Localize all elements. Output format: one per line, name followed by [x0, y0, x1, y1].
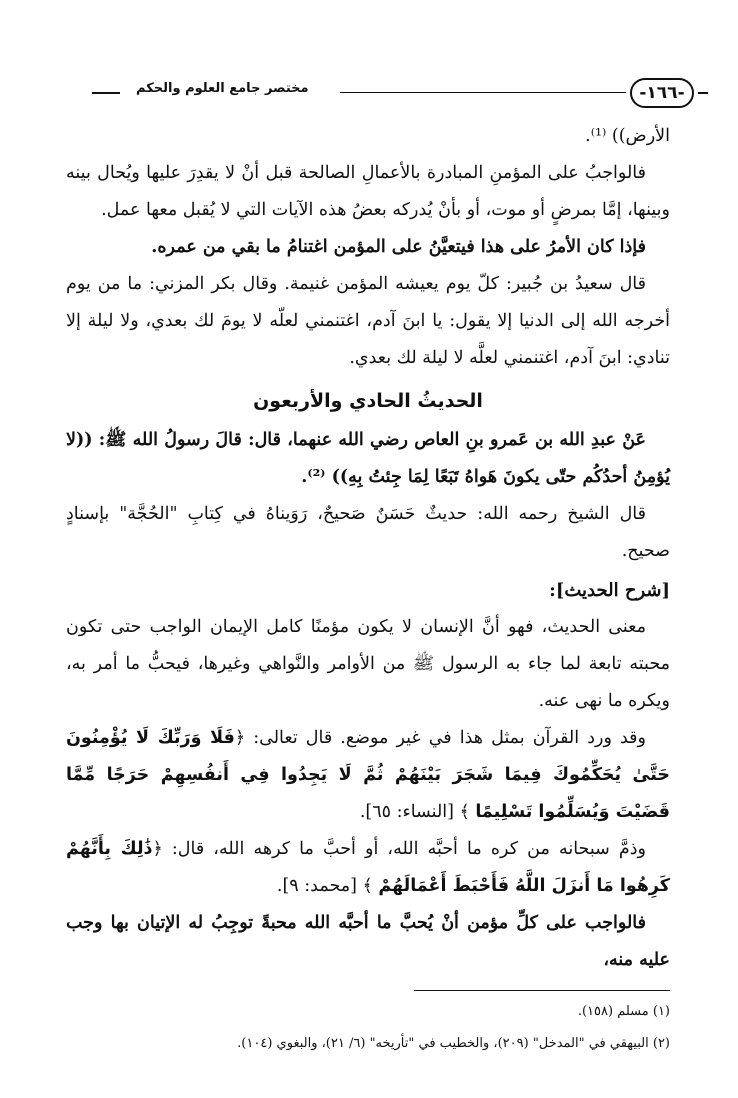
- ayah-intro: وقد ورد القرآن بمثل هذا في غير موضع. قال تعالى: ﴿: [234, 728, 646, 748]
- paragraph: معنى الحديث، فهو أنَّ الإنسان لا يكون مؤمنًا كامل الإيمان الواجب حتى تكون محبته تابعة لما جاء به الرسول ﷺ من الأوامر والنَّواهي وغيرها، فيحبُّ ما أمر به، ويكره ما نهى عنه.: [66, 617, 670, 711]
- page-number: -١٦٦-: [630, 78, 694, 108]
- header-dash-left: [92, 92, 120, 94]
- page-body: [66, 118, 670, 979]
- hadith-grading: قال الشيخ رحمه الله: حديثٌ حَسَنٌ صَحيحٌ، رَوَيناهُ في كِتابِ "الحُجَّة" بإسنادٍ صحيح.: [66, 504, 670, 561]
- paragraph: فالواجبُ على المؤمنِ المبادرة بالأعمالِ الصالحة قبل أنْ لا يقدِرَ عليها ويُحال بينه وبينها، إمَّا بمرضٍ أو موت، أو بأنْ يُدركه بعضُ هذه الآيات التي لا يُقبل معها عمل.: [66, 163, 670, 220]
- book-title: مختصر جامع العلوم والحكم: [136, 81, 309, 96]
- sharh-heading: [شرح الحديث]:: [549, 580, 670, 601]
- header-dash: [698, 92, 708, 94]
- paragraph: قال سعيدُ بن جُبير: كلّ يوم يعيشه المؤمن غنيمة. وقال بكر المزني: ما من يوم أخرجه الله إلى الدنيا إلا يقول: يا ابنَ آدم، اغتنمني لعلّه لا يومَ لك بعدي، ولا ليلة إلا تنادي: ابنَ آدم، اغتنمني لعلَّه لا ليلة لك بعدي.: [66, 274, 670, 368]
- hadith-text: عَنْ عبدِ الله بن عَمرو بنِ العاص رضي الله عنهما، قال: قالَ رسولُ الله ﷺ: ((لا يُؤمِنُ أحدُكُم حتّى يكونَ هَواهُ تَبَعًا لِمَا جِئتُ بِهِ)) ⁽²⁾.: [66, 430, 670, 487]
- header-rule: [340, 92, 626, 93]
- paragraph-with-ayah: [66, 831, 670, 905]
- ayah-intro: وذمَّ سبحانه من كره ما أحبَّه الله، أو أحبَّ ما كرهه الله، قال: ﴿: [152, 839, 646, 859]
- quran-ayah: ذَٰلِكَ بِأَنَّهُمْ كَرِهُوا مَا أَنزَلَ اللَّهُ فَأَحْبَطَ أَعْمَالَهُمْ: [66, 839, 670, 896]
- ayah-reference: ﴾ [محمد: ٩].: [276, 876, 373, 896]
- page-header: [40, 78, 708, 114]
- paragraph-bold: فإذا كان الأمرُ على هذا فيتعيَّنُ على المؤمن اغتنامُ ما بقي من عمره.: [151, 237, 646, 257]
- paragraph-with-ayah: [66, 720, 670, 831]
- hadith-heading: الحديثُ الحادي والأربعون: [253, 390, 483, 412]
- paragraph-continuation: الأرض)) ⁽¹⁾.: [585, 126, 670, 146]
- ayah-reference: ﴾ [النساء: ٦٥].: [359, 802, 470, 822]
- footnote: (٢) البيهقي في "المدخل" (٢٠٩)، والخطيب في "تأريخه" (٦/ ٢١)، والبغوي (١٠٤).: [237, 1036, 670, 1051]
- footnote: (١) مسلم (١٥٨).: [577, 1004, 670, 1019]
- paragraph-bold: فالواجب على كلِّ مؤمن أنْ يُحبَّ ما أحبَّه الله محبةً توجِبُ له الإتيان بها وجب عليه منه،: [66, 913, 670, 970]
- footnotes: [66, 996, 670, 1060]
- footnote-rule: [414, 990, 670, 991]
- quran-ayah: فَلَا وَرَبِّكَ لَا يُؤْمِنُونَ حَتَّىٰ يُحَكِّمُوكَ فِيمَا شَجَرَ بَيْنَهُمْ ثُمَّ لَا يَجِدُوا فِي أَنفُسِهِمْ حَرَجًا مِّمَّا قَضَيْتَ وَيُسَلِّمُوا تَسْلِيمًا: [66, 728, 670, 822]
